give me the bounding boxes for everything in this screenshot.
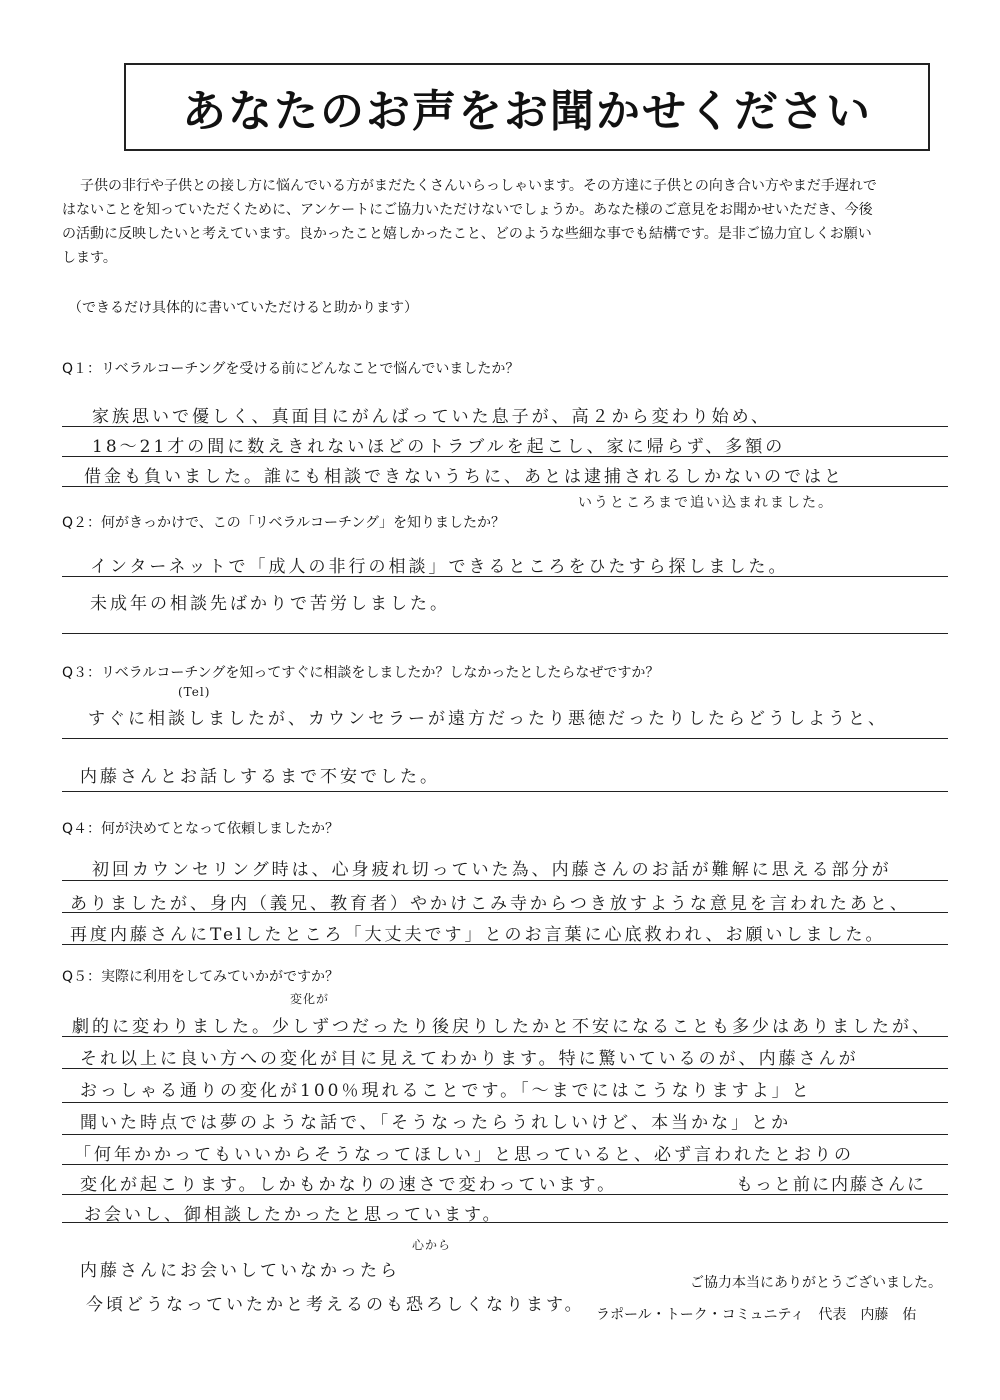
answer-5-line: 「何年かかってもいいからそうなってほしい」と思っていると、必ず言われたとおりの [74,1145,854,1165]
answer-5-line: それ以上に良い方への変化が目に見えてわかります。特に驚いているのが、内藤さんが [80,1049,859,1069]
answer-rule [62,1164,948,1165]
answer-rule [62,738,948,739]
annotation-heartfelt: 心から [412,1238,452,1252]
answer-rule [62,426,948,427]
answer-4-line: ありましたが、身内（義兄、教育者）やかけこみ寺からつき放すような意見を言われたあと、 [70,894,910,914]
answer-rule [62,880,948,881]
answer-rule [62,1194,948,1195]
answer-rule [62,486,948,487]
answer-rule [62,633,948,634]
answer-4-line: 初回カウンセリング時は、心身疲れ切っていた為、内藤さんのお話が難解に思える部分が [92,860,892,880]
answer-rule [62,456,948,457]
answer-3-line: 内藤さんとお話しするまで不安でした。 [80,767,440,787]
question-3: Q３：リベラルコーチングを知ってすぐに相談をしましたか？しなかったとしたらなぜですか？ [62,665,660,681]
answer-rule [62,944,948,945]
answer-5-line: おっしゃる通りの変化が100％現れることです。「～までにはこうなりますよ」と [80,1081,812,1101]
title-box [124,63,930,151]
signature-text: ラポール・トーク・コミュニティ 代表 内藤 佑 [596,1307,917,1323]
thanks-text: ご協力本当にありがとうございました。 [690,1275,942,1291]
answer-rule [62,912,948,913]
intro-line: の活動に反映したいと考えています。良かったこと嬉しかったこと、どのような些細な事でも結構です。是非ご協力宜しくお願い [62,226,872,242]
answer-rule [62,1036,948,1037]
closing-line: 今頃どうなっていたかと考えるのも恐ろしくなります。 [86,1295,585,1315]
intro-line: します。 [62,250,117,266]
intro-line: はないことを知っていただくために、アンケートにご協力いただけないでしょうか。あなた様のご意見をお聞かせいただき、今後 [62,202,873,218]
annotation-change: 変化が [290,992,330,1006]
intro-paragraph [62,174,952,270]
answer-rule [62,1222,948,1223]
answer-2-line: インターネットで「成人の非行の相談」できるところをひたすら探しました。 [90,557,789,577]
closing-line: 内藤さんにお会いしていなかったら [80,1261,400,1281]
answer-1-line: 家族思いで優しく、真面目にがんばっていた息子が、高２から変わり始め、 [92,407,771,427]
answer-4-line: 再度内藤さんにTelしたところ「大丈夫です」とのお言葉に心底救われ、お願いしました。 [70,925,886,945]
answer-5-line: お会いし、御相談したかったと思っています。 [84,1205,503,1225]
answer-rule [62,1102,948,1103]
intro-note: （できるだけ具体的に書いていただけると助かります） [68,300,418,316]
answer-5-line: 聞いた時点では夢のような話で、「そうなったらうれしいけど、本当かな」とか [80,1113,792,1133]
question-2: Q２：何がきっかけで、この「リベラルコーチング」を知りましたか？ [62,515,506,531]
annotation-tel: (Tel) [178,685,211,699]
answer-1-line: いうところまで追い込まれました。 [578,495,834,511]
answer-3-line: すぐに相談しましたが、カウンセラーが遠方だったり悪徳だったりしたらどうしようと、 [88,709,888,729]
intro-line: 子供の非行や子供との接し方に悩んでいる方がまだたくさんいらっしゃいます。その方達に子供との向き合い方やまだ手遅れで [80,178,877,194]
question-1: Q１：リベラルコーチングを受ける前にどんなことで悩んでいましたか？ [62,361,520,377]
answer-5-line: 変化が起こります。しかもかなりの速さで変わっています。 [80,1175,618,1195]
answer-rule [62,576,948,577]
answer-5-line: 劇的に変わりました。少しずつだったり後戻りしたかと不安になることも多少はありましたが、 [72,1017,932,1037]
page-title: あなたのお声をお聞かせください [182,86,872,137]
answer-5-line: もっと前に内藤さんに [736,1175,926,1195]
answer-1-line: 借金も負いました。誰にも相談できないうちに、あとは逮捕されるしかないのではと [84,467,844,487]
answer-2-line: 未成年の相談先ばかりで苦労しました。 [90,594,450,614]
answer-1-line: 18～21才の間に数えきれないほどのトラブルを起こし、家に帰らず、多額の [92,437,786,457]
answer-rule [62,1068,948,1069]
question-5: Q５：実際に利用をしてみていかがですか？ [62,969,340,985]
answer-rule [62,791,948,792]
answer-rule [62,1134,948,1135]
question-4: Q４：何が決めてとなって依頼しましたか？ [62,821,340,837]
